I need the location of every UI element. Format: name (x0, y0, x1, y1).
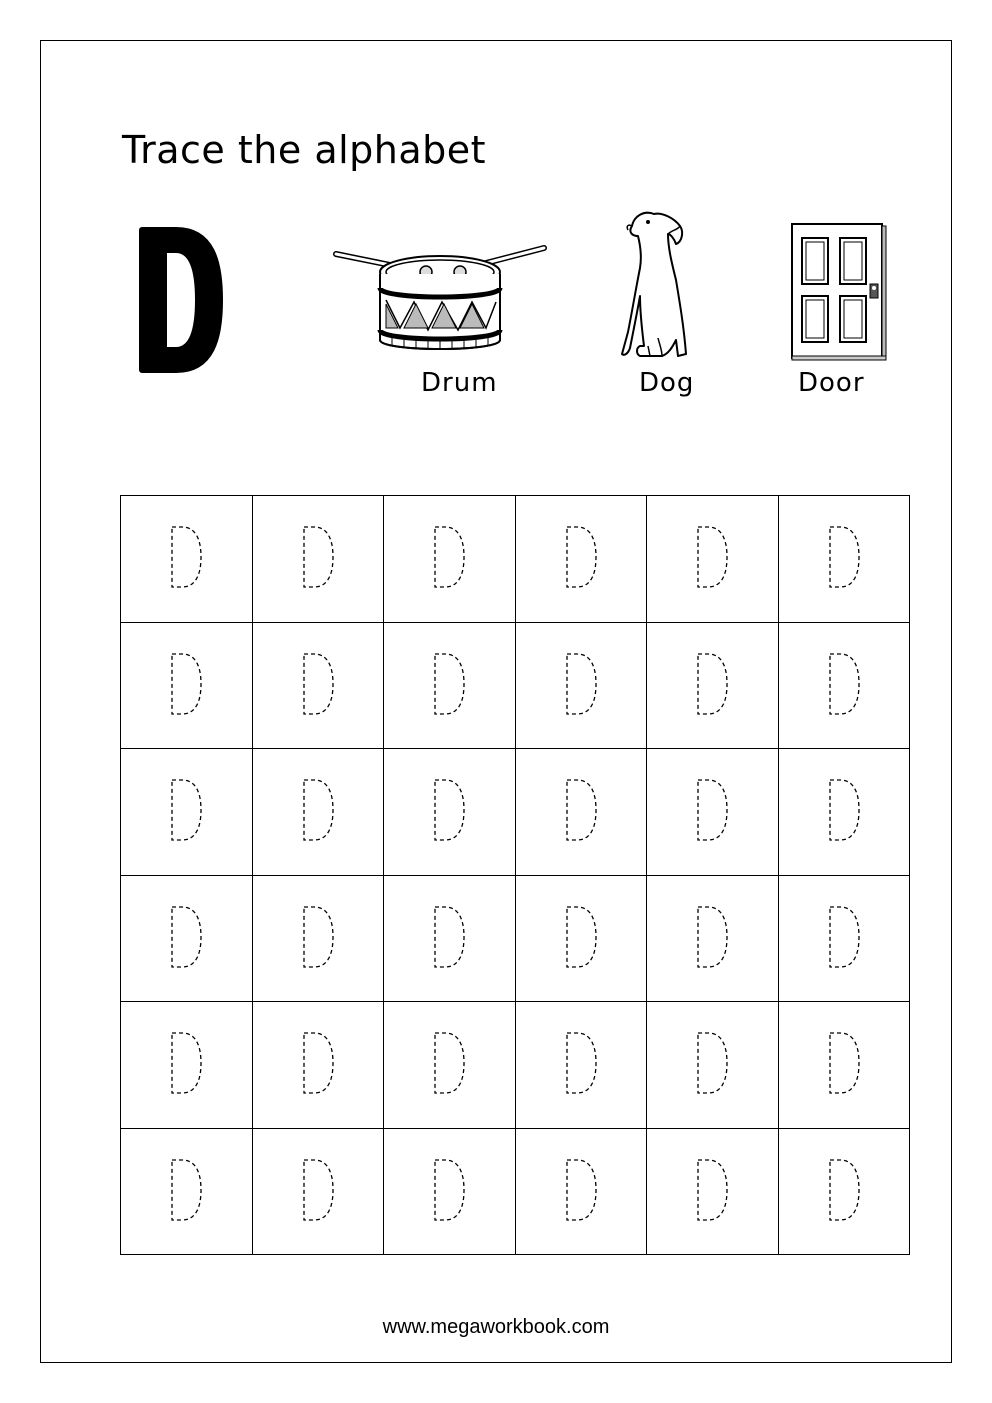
dotted-letter-d (429, 777, 469, 843)
dotted-letter-d (824, 777, 864, 843)
dotted-letter-d (824, 651, 864, 717)
trace-cell[interactable] (253, 623, 385, 750)
dotted-letter-d (561, 651, 601, 717)
trace-cell[interactable] (384, 623, 516, 750)
dotted-letter-d (561, 1030, 601, 1096)
trace-cell[interactable] (121, 1129, 253, 1256)
trace-cell[interactable] (647, 876, 779, 1003)
trace-cell[interactable] (121, 876, 253, 1003)
dotted-letter-d (824, 524, 864, 590)
dotted-letter-d (561, 1157, 601, 1223)
trace-cell[interactable] (121, 496, 253, 623)
trace-cell[interactable] (779, 623, 911, 750)
trace-cell[interactable] (516, 749, 648, 876)
dotted-letter-d (166, 1157, 206, 1223)
dotted-letter-d (692, 904, 732, 970)
trace-cell[interactable] (253, 1002, 385, 1129)
dotted-letter-d (561, 777, 601, 843)
trace-cell[interactable] (779, 496, 911, 623)
trace-cell[interactable] (384, 749, 516, 876)
trace-cell[interactable] (384, 876, 516, 1003)
dotted-letter-d (824, 1030, 864, 1096)
trace-cell[interactable] (516, 1002, 648, 1129)
dotted-letter-d (298, 524, 338, 590)
trace-cell[interactable] (647, 749, 779, 876)
trace-cell[interactable] (121, 623, 253, 750)
trace-cell[interactable] (253, 496, 385, 623)
dotted-letter-d (166, 524, 206, 590)
trace-cell[interactable] (779, 1129, 911, 1256)
dotted-letter-d (298, 1030, 338, 1096)
dotted-letter-d (298, 777, 338, 843)
dotted-letter-d (824, 1157, 864, 1223)
trace-cell[interactable] (253, 1129, 385, 1256)
trace-cell[interactable] (647, 623, 779, 750)
dotted-letter-d (298, 1157, 338, 1223)
trace-cell[interactable] (779, 749, 911, 876)
footer-url: www.megaworkbook.com (382, 1316, 610, 1338)
trace-cell[interactable] (384, 1129, 516, 1256)
dotted-letter-d (429, 524, 469, 590)
dotted-letter-d (429, 651, 469, 717)
trace-cell[interactable] (779, 876, 911, 1003)
dotted-letter-d (692, 1157, 732, 1223)
dotted-letter-d (561, 524, 601, 590)
drum-picture (332, 240, 548, 368)
worksheet-title: Trace the alphabet (122, 128, 487, 172)
trace-cell[interactable] (516, 623, 648, 750)
door-picture (790, 222, 888, 366)
dog-picture (618, 208, 694, 364)
trace-cell[interactable] (121, 1002, 253, 1129)
dotted-letter-d (298, 904, 338, 970)
door-label: Door (798, 368, 865, 398)
trace-cell[interactable] (647, 1129, 779, 1256)
trace-cell[interactable] (253, 749, 385, 876)
trace-cell[interactable] (779, 1002, 911, 1129)
dotted-letter-d (429, 904, 469, 970)
trace-cell[interactable] (384, 496, 516, 623)
trace-cell[interactable] (647, 1002, 779, 1129)
trace-cell[interactable] (121, 749, 253, 876)
trace-cell[interactable] (516, 1129, 648, 1256)
trace-cell[interactable] (516, 876, 648, 1003)
dotted-letter-d (166, 651, 206, 717)
trace-cell[interactable] (647, 496, 779, 623)
dotted-letter-d (429, 1030, 469, 1096)
dotted-letter-d (692, 1030, 732, 1096)
trace-cell[interactable] (516, 496, 648, 623)
dotted-letter-d (824, 904, 864, 970)
dotted-letter-d (692, 777, 732, 843)
dog-label: Dog (639, 368, 695, 398)
drum-label: Drum (421, 368, 498, 398)
tracing-grid (120, 495, 910, 1255)
dotted-letter-d (692, 651, 732, 717)
big-letter-d (134, 222, 226, 382)
trace-cell[interactable] (253, 876, 385, 1003)
dotted-letter-d (561, 904, 601, 970)
dotted-letter-d (166, 777, 206, 843)
dotted-letter-d (298, 651, 338, 717)
dotted-letter-d (166, 1030, 206, 1096)
trace-cell[interactable] (384, 1002, 516, 1129)
dotted-letter-d (429, 1157, 469, 1223)
dotted-letter-d (692, 524, 732, 590)
dotted-letter-d (166, 904, 206, 970)
